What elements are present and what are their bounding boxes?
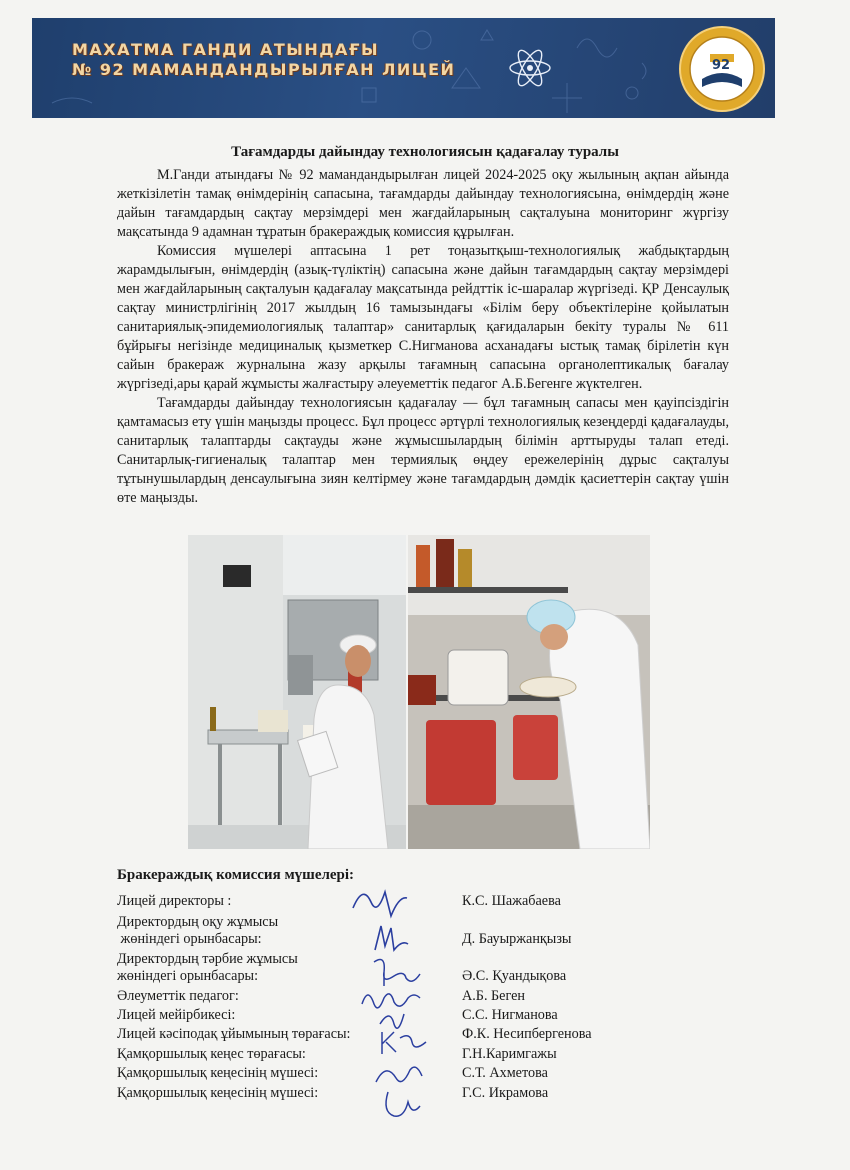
- commission-title: Бракераждық комиссия мүшелері:: [117, 867, 355, 883]
- member-role: Директордың оқу жұмысы: [117, 914, 279, 930]
- document-body: [117, 166, 729, 508]
- member-role: Қамқоршылық кеңесінің мүшесі:: [117, 1085, 319, 1101]
- member-name: Г.С. Икрамова: [462, 1085, 549, 1101]
- paragraph: Комиссия мүшелері аптасына 1 рет тоңазытқыш-технологиялық жабдықтардың жарамдылығын, өнімдердің (азық-түліктің) сапасына және дайын тағамдардың сақтау мерзімдері мен жағдайларының сақталуын қадағалау мақсатында рейдттік іс-шаралар жүргізеді. ҚР Денсаулық сақтау министрлігінің 2017 жылдың 16 тамызындағы «Білім беру объектілеріне қойылатын санитариялық-эпидемиологиялық талаптар» санитарлық қағидаларын бекіту туралы № 611 бұйрығы негізінде медициналық қызметкер С.Нигманова асханадағы ыстық тамақ бірілетін күн сайын бракераж журналына жазу арқылы тағамның сапасына органолептикалық бағалау жүргізеді,ары қарай жұмысты жалғастыру әлеуеметтік педагог А.Б.Бегенге жүктелген.: [117, 243, 729, 392]
- school-name-line-2: № 92 МАМАНДАНДЫРЫЛҒАН ЛИЦЕЙ: [72, 60, 456, 79]
- signature-council-member-2: [380, 1086, 430, 1120]
- header-banner: [32, 18, 775, 118]
- kitchen-photo-left: [188, 535, 406, 849]
- signature-director: [345, 880, 415, 920]
- member-name: А.Б. Беген: [462, 988, 525, 1004]
- paragraph: М.Ганди атындағы № 92 мамандандырылған лицей 2024-2025 оқу жылының ақпан айында жеткізілетін тамақ өнімдерінің сапасына, тағамдарды дайындау технологиясына, өнімдердің және дайын тағамдардың сақтау мерзімдері мен жағдайларының сақталуына мониторинг жүргізу мақсатында 9 адамнан тұратын бракераждық комиссия құрылған.: [117, 167, 729, 240]
- member-role: Әлеуметтік педагог:: [117, 988, 239, 1004]
- member-role: жөніндегі орынбасары:: [117, 931, 262, 947]
- document-title: Тағамдарды дайындау технологиясын қадағалау туралы: [231, 144, 619, 160]
- member-name: К.С. Шажабаева: [462, 893, 561, 909]
- atom-icon: [506, 48, 554, 88]
- emblem-number: 92: [711, 58, 731, 73]
- member-role: Қамқоршылық кеңесінің мүшесі:: [117, 1065, 319, 1081]
- member-name: Д. Бауыржанқызы: [462, 931, 572, 947]
- school-name: [72, 40, 455, 80]
- member-role: Лицей кәсіподақ ұйымының төрағасы:: [117, 1026, 351, 1042]
- paragraph: Тағамдарды дайындау технологиясын қадағалау — бұл тағамның сапасы мен қауіпсіздігін қамтамасыз ету үшін маңызды процесс. Бұл процесс әртүрлі технологиялық кезеңдерді қадағалауды, санитарлық талаптарды сақтауды және жұмысшылардың білімін арттыруды талап етеді. Санитарлық-гигиеналық талаптар мен термиялық өңдеу ережелерінің дұрыс сақталуы тұтынушылардың денсаулығына зиян келтірмеу және тағамдардың дәмдік қасиеттерін сақтау үшін өте маңызды.: [117, 395, 729, 506]
- member-role: Лицей директоры :: [117, 893, 232, 909]
- member-name: С.Т. Ахметова: [462, 1065, 548, 1081]
- member-name: Ә.С. Қуандықова: [462, 968, 567, 984]
- kitchen-photo-right: [408, 535, 650, 849]
- member-role: Лицей мейірбикесі:: [117, 1007, 236, 1023]
- member-role: жөніндегі орынбасары:: [117, 968, 259, 984]
- kitchen-photos: [188, 535, 650, 849]
- signature-union-chair: [372, 1024, 432, 1058]
- school-name-line-1: МАХАТМА ГАНДИ АТЫНДАҒЫ: [72, 40, 380, 59]
- member-role: Директордың тәрбие жұмысы: [117, 951, 298, 967]
- member-name: С.С. Нигманова: [462, 1007, 558, 1023]
- member-name: Ф.К. Несипбергенова: [462, 1026, 592, 1042]
- member-name: Г.Н.Каримгажы: [462, 1046, 557, 1062]
- member-role: Қамқоршылық кеңес төрағасы:: [117, 1046, 306, 1062]
